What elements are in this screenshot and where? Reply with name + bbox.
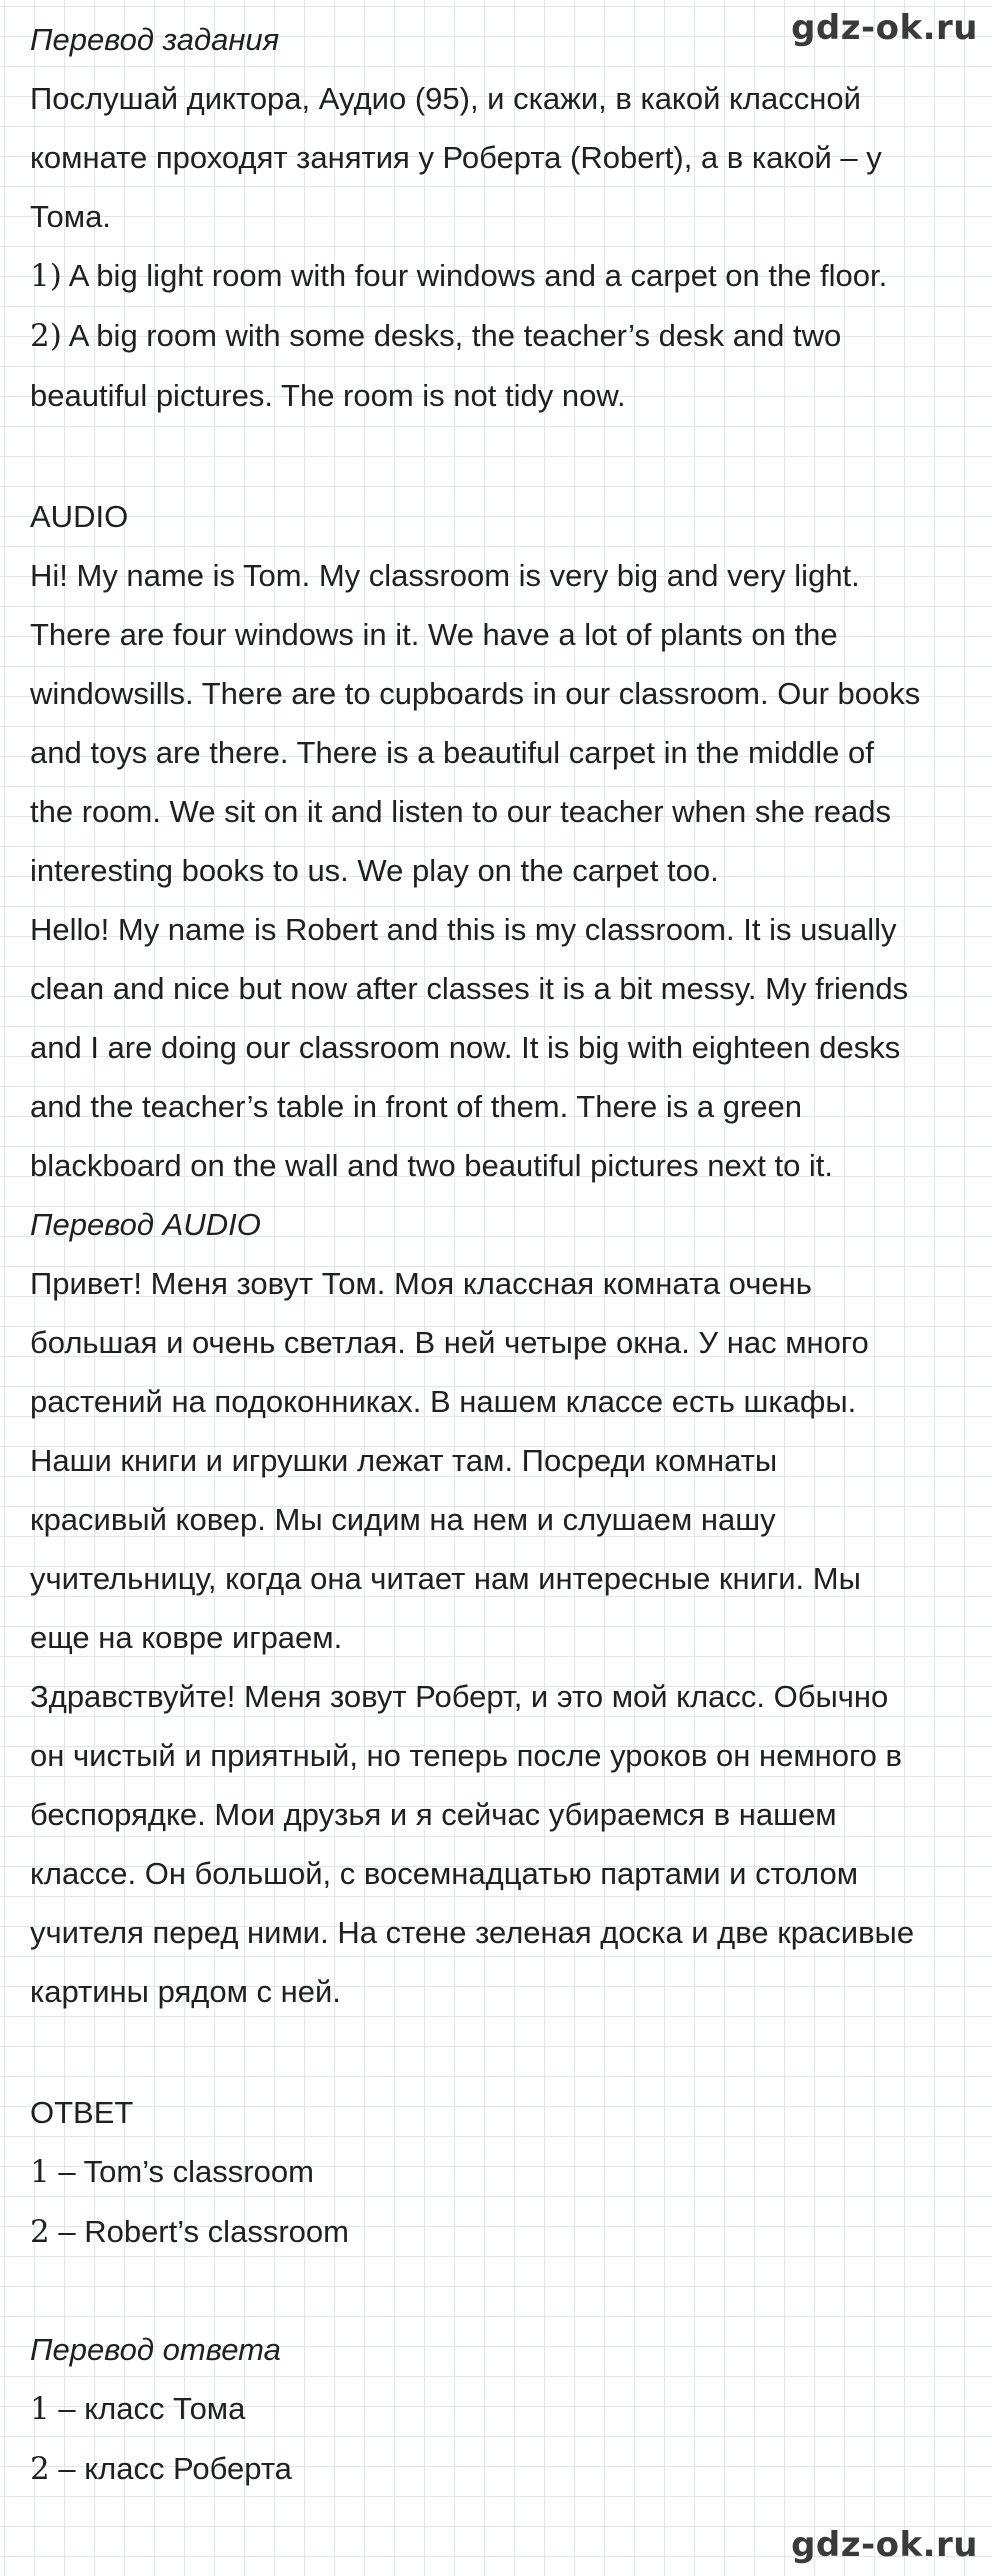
audio-line: windowsills. There are to cupboards in our classroom. Our books xyxy=(30,676,921,711)
option-number: 1) xyxy=(30,258,62,294)
task-option-2-continued: beautiful pictures. The room is not tidy now. xyxy=(30,378,626,413)
audio-line: blackboard on the wall and two beautiful pictures next to it. xyxy=(30,1148,834,1183)
task-line: комнате проходят занятия у Роберта (Robert), а в какой – у xyxy=(30,140,882,175)
answer-translation-number: 1 xyxy=(30,2391,50,2427)
audio-line: There are four windows in it. We have a lot of plants on the xyxy=(30,617,838,652)
answer-translation-item-1 xyxy=(30,2379,970,2439)
answer-translation-number: 2 xyxy=(30,2451,50,2487)
answer-text: – Robert’s classroom xyxy=(49,2214,349,2249)
audio-translation-line: беспорядке. Мои друзья и я сейчас убираемся в нашем xyxy=(30,1797,837,1832)
answer-text: – Tom’s classroom xyxy=(49,2154,314,2189)
task-option-2 xyxy=(30,306,970,366)
task-translation-heading: Перевод задания xyxy=(30,22,280,57)
audio-translation-line: Здравствуйте! Меня зовут Роберт, и это мой класс. Обычно xyxy=(30,1679,889,1714)
audio-translation-line: растений на подоконниках. В нашем классе есть шкафы. xyxy=(30,1384,857,1419)
audio-line: and toys are there. There is a beautiful carpet in the middle of xyxy=(30,735,874,770)
audio-translation-line: классе. Он большой, с восемнадцатью партами и столом xyxy=(30,1856,859,1891)
audio-translation-line: он чистый и приятный, но теперь после уроков он немного в xyxy=(30,1738,902,1773)
audio-translation-line: большая и очень светлая. В ней четыре окна. У нас много xyxy=(30,1325,869,1360)
document-body xyxy=(30,10,970,2499)
watermark-top: gdz-ok.ru xyxy=(791,8,978,48)
audio-translation-line: еще на ковре играем. xyxy=(30,1620,343,1655)
audio-translation-line: картины рядом с ней. xyxy=(30,1974,341,2009)
spacer xyxy=(30,2262,970,2320)
audio-line: interesting books to us. We play on the carpet too. xyxy=(30,853,719,888)
task-option-1 xyxy=(30,246,970,306)
audio-translation-line: учительницу, когда она читает нам интересные книги. Мы xyxy=(30,1561,861,1596)
audio-line: the room. We sit on it and listen to our teacher when she reads xyxy=(30,794,892,829)
audio-line: and the teacher’s table in front of them. There is a green xyxy=(30,1089,803,1124)
audio-translation-line: красивый ковер. Мы сидим на нем и слушаем нашу xyxy=(30,1502,776,1537)
option-number: 2) xyxy=(30,318,62,354)
option-text: A big room with some desks, the teacher’s desk and two xyxy=(61,318,842,353)
audio-line: clean and nice but now after classes it is a bit messy. My friends xyxy=(30,971,909,1006)
spacer xyxy=(30,425,970,487)
answer-translation-item-2 xyxy=(30,2439,970,2499)
spacer xyxy=(30,2021,970,2083)
audio-translation-line: Привет! Меня зовут Том. Моя классная комната очень xyxy=(30,1266,812,1301)
watermark-bottom: gdz-ok.ru xyxy=(791,2525,978,2565)
answer-translation-text: – класс Роберта xyxy=(49,2451,292,2486)
audio-translation-heading: Перевод AUDIO xyxy=(30,1207,261,1242)
answer-item-1 xyxy=(30,2142,970,2202)
answer-item-2 xyxy=(30,2202,970,2262)
audio-translation-line: Наши книги и игрушки лежат там. Посреди комнаты xyxy=(30,1443,778,1478)
answer-number: 1 xyxy=(30,2154,50,2190)
audio-heading: AUDIO xyxy=(30,499,129,534)
answer-heading: ОТВЕТ xyxy=(30,2095,134,2130)
task-line: Тома. xyxy=(30,199,111,234)
answer-number: 2 xyxy=(30,2214,50,2250)
answer-translation-heading: Перевод ответа xyxy=(30,2332,281,2367)
audio-line: Hello! My name is Robert and this is my classroom. It is usually xyxy=(30,912,897,947)
option-text: A big light room with four windows and a carpet on the floor. xyxy=(61,258,888,293)
audio-line: Hi! My name is Tom. My classroom is very big and very light. xyxy=(30,558,860,593)
audio-translation-line: учителя перед ними. На стене зеленая доска и две красивые xyxy=(30,1915,915,1950)
answer-translation-text: – класс Тома xyxy=(49,2391,246,2426)
task-line: Послушай диктора, Аудио (95), и скажи, в какой классной xyxy=(30,81,861,116)
audio-line: and I are doing our classroom now. It is big with eighteen desks xyxy=(30,1030,901,1065)
